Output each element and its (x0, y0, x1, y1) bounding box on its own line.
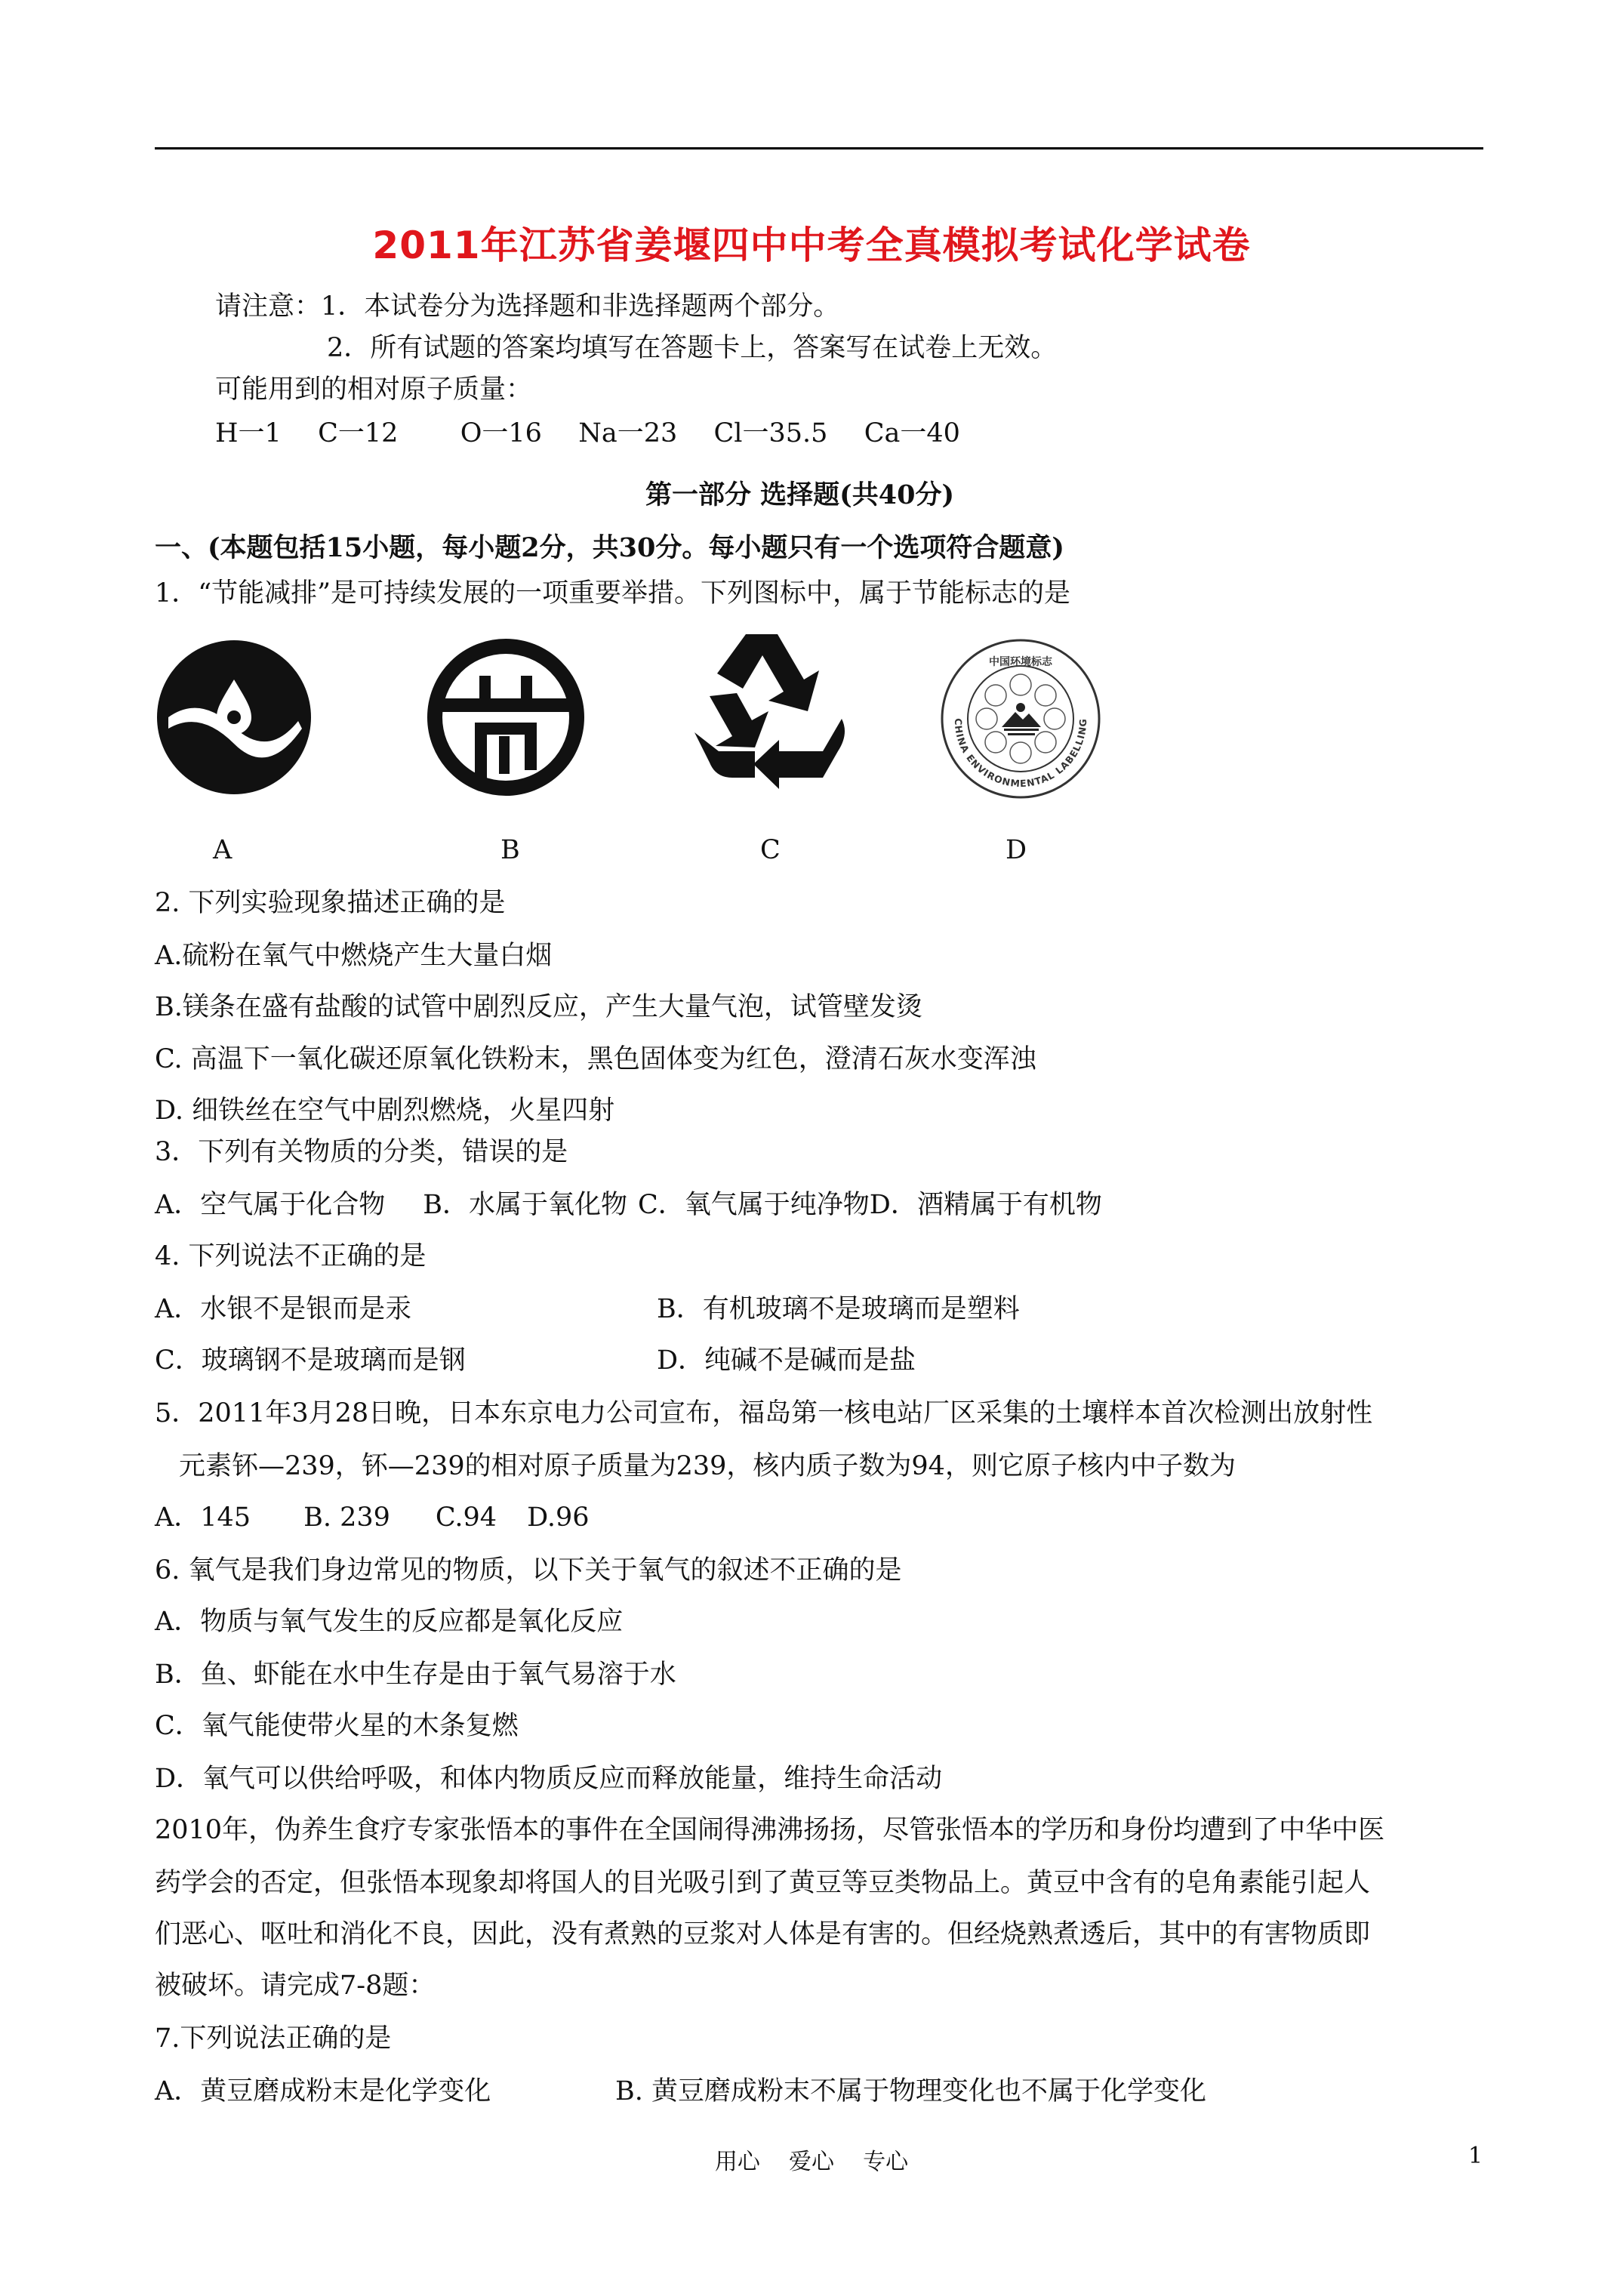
passage-line-3: 们恶心、呕吐和消化不良，因此，没有煮熟的豆浆对人体是有害的。但经烧熟煮透后，其中的有害物质即 (155, 1919, 1371, 1949)
q6-option-b: B．鱼、虾能在水中生存是由于氧气易溶于水 (155, 1660, 676, 1690)
mass-ca: Ca一40 (864, 418, 960, 448)
q5-option-b: B. 239 (303, 1502, 390, 1533)
q5-stem-2: 元素钚—239，钚—239的相对原子质量为239，核内质子数为94，则它原子核内中子数为 (179, 1451, 1236, 1481)
q2-option-b: B.镁条在盛有盐酸的试管中剧烈反应，产生大量气泡，试管壁发烫 (155, 992, 922, 1022)
label-d-title: 中国环境标志 (989, 656, 1052, 668)
mass-o: O一16 (460, 418, 542, 448)
q6-option-c: C．氧气能使带火星的木条复燃 (155, 1711, 519, 1741)
q6-stem: 6. 氧气是我们身边常见的物质，以下关于氧气的叙述不正确的是 (155, 1555, 902, 1586)
q4-option-b: B．有机玻璃不是玻璃而是塑料 (657, 1294, 1020, 1324)
notice-line-3: 可能用到的相对原子质量： (215, 374, 533, 405)
q5-option-a: A．145 (155, 1502, 251, 1533)
mass-c: C一12 (318, 418, 399, 448)
mass-cl: Cl一35.5 (713, 418, 828, 448)
energy-saving-logo-icon (427, 638, 585, 797)
page-number: 1 (1468, 2143, 1483, 2169)
passage-line-4: 被破坏。请完成7-8题： (155, 1971, 436, 2001)
recycling-logo-icon (679, 627, 853, 789)
q4-stem: 4. 下列说法不正确的是 (155, 1241, 427, 1271)
q6-option-a: A．物质与氧气发生的反应都是氧化反应 (155, 1607, 624, 1637)
q2-stem: 2. 下列实验现象描述正确的是 (155, 888, 506, 918)
q6-option-d: D．氧气可以供给呼吸，和体内物质反应而释放能量，维持生命活动 (155, 1764, 943, 1794)
q7-option-a: A．黄豆磨成粉末是化学变化 (155, 2076, 491, 2106)
section1-heading: 一、(本题包括15小题，每小题2分，共30分。每小题只有一个选项符合题意) (155, 532, 1064, 563)
header-rule (155, 147, 1483, 149)
mass-na: Na一23 (578, 418, 678, 448)
passage-line-2: 药学会的否定，但张悟本现象却将国人的目光吸引到了黄豆等豆类物品上。黄豆中含有的皂角素能引起人 (155, 1868, 1371, 1898)
notice-line-1: 请注意：1．本试卷分为选择题和非选择题两个部分。 (215, 291, 840, 322)
q1-label-d: D (1006, 835, 1027, 865)
water-saving-logo-icon (155, 638, 313, 797)
q3-option-c: C．氧气属于纯净物 (638, 1190, 870, 1220)
page-footer: 用心 爱心 专心 (714, 2149, 909, 2175)
q1-stem: 1．“节能减排”是可持续发展的一项重要举措。下列图标中，属于节能标志的是 (155, 578, 1071, 609)
china-environmental-label-icon (940, 638, 1102, 800)
q1-label-b: B (500, 835, 520, 865)
q2-option-a: A.硫粉在氧气中燃烧产生大量白烟 (155, 941, 553, 971)
q3-options (155, 1189, 1102, 1221)
q1-label-a: A (213, 835, 233, 865)
passage-line-1: 2010年，伪养生食疗专家张悟本的事件在全国闹得沸沸扬扬，尽管张悟本的学历和身份均遭到了中华中医 (155, 1815, 1385, 1845)
q5-option-c: C.94 (435, 1502, 497, 1533)
atomic-mass-list (215, 418, 960, 449)
label-d-ring-path: CHINA ENVIRONMENTAL LABELLING (952, 718, 1089, 790)
q5-options (155, 1502, 590, 1533)
q7-option-b: B. 黄豆磨成粉末不属于物理变化也不属于化学变化 (615, 2076, 1206, 2106)
q1-label-c: C (760, 835, 781, 865)
q5-option-d: D.96 (527, 1502, 590, 1533)
q3-option-d: D．酒精属于有机物 (869, 1190, 1102, 1220)
q2-option-d: D. 细铁丝在空气中剧烈燃烧，火星四射 (155, 1096, 615, 1126)
q3-stem: 3．下列有关物质的分类，错误的是 (155, 1137, 568, 1167)
q4-option-d: D．纯碱不是碱而是盐 (657, 1345, 916, 1376)
q4-option-a: A．水银不是银而是汞 (155, 1294, 412, 1324)
q2-option-c: C. 高温下一氧化碳还原氧化铁粉末，黑色固体变为红色，澄清石灰水变浑浊 (155, 1044, 1036, 1074)
q3-option-b: B．水属于氧化物 (423, 1190, 628, 1220)
exam-title: 2011年江苏省姜堰四中中考全真模拟考试化学试卷 (372, 223, 1251, 267)
part1-heading: 第一部分 选择题(共40分) (645, 479, 955, 510)
notice-line-2: 2．所有试题的答案均填写在答题卡上，答案写在试卷上无效。 (327, 333, 1058, 363)
q5-stem-1: 5．2011年3月28日晚，日本东京电力公司宣布，福岛第一核电站厂区采集的土壤样本首次检测出放射性 (155, 1398, 1373, 1428)
q3-option-a: A．空气属于化合物 (155, 1190, 386, 1220)
q7-stem: 7.下列说法正确的是 (155, 2023, 392, 2054)
mass-h: H一1 (215, 418, 282, 448)
q4-option-c: C．玻璃钢不是玻璃而是钢 (155, 1345, 466, 1376)
